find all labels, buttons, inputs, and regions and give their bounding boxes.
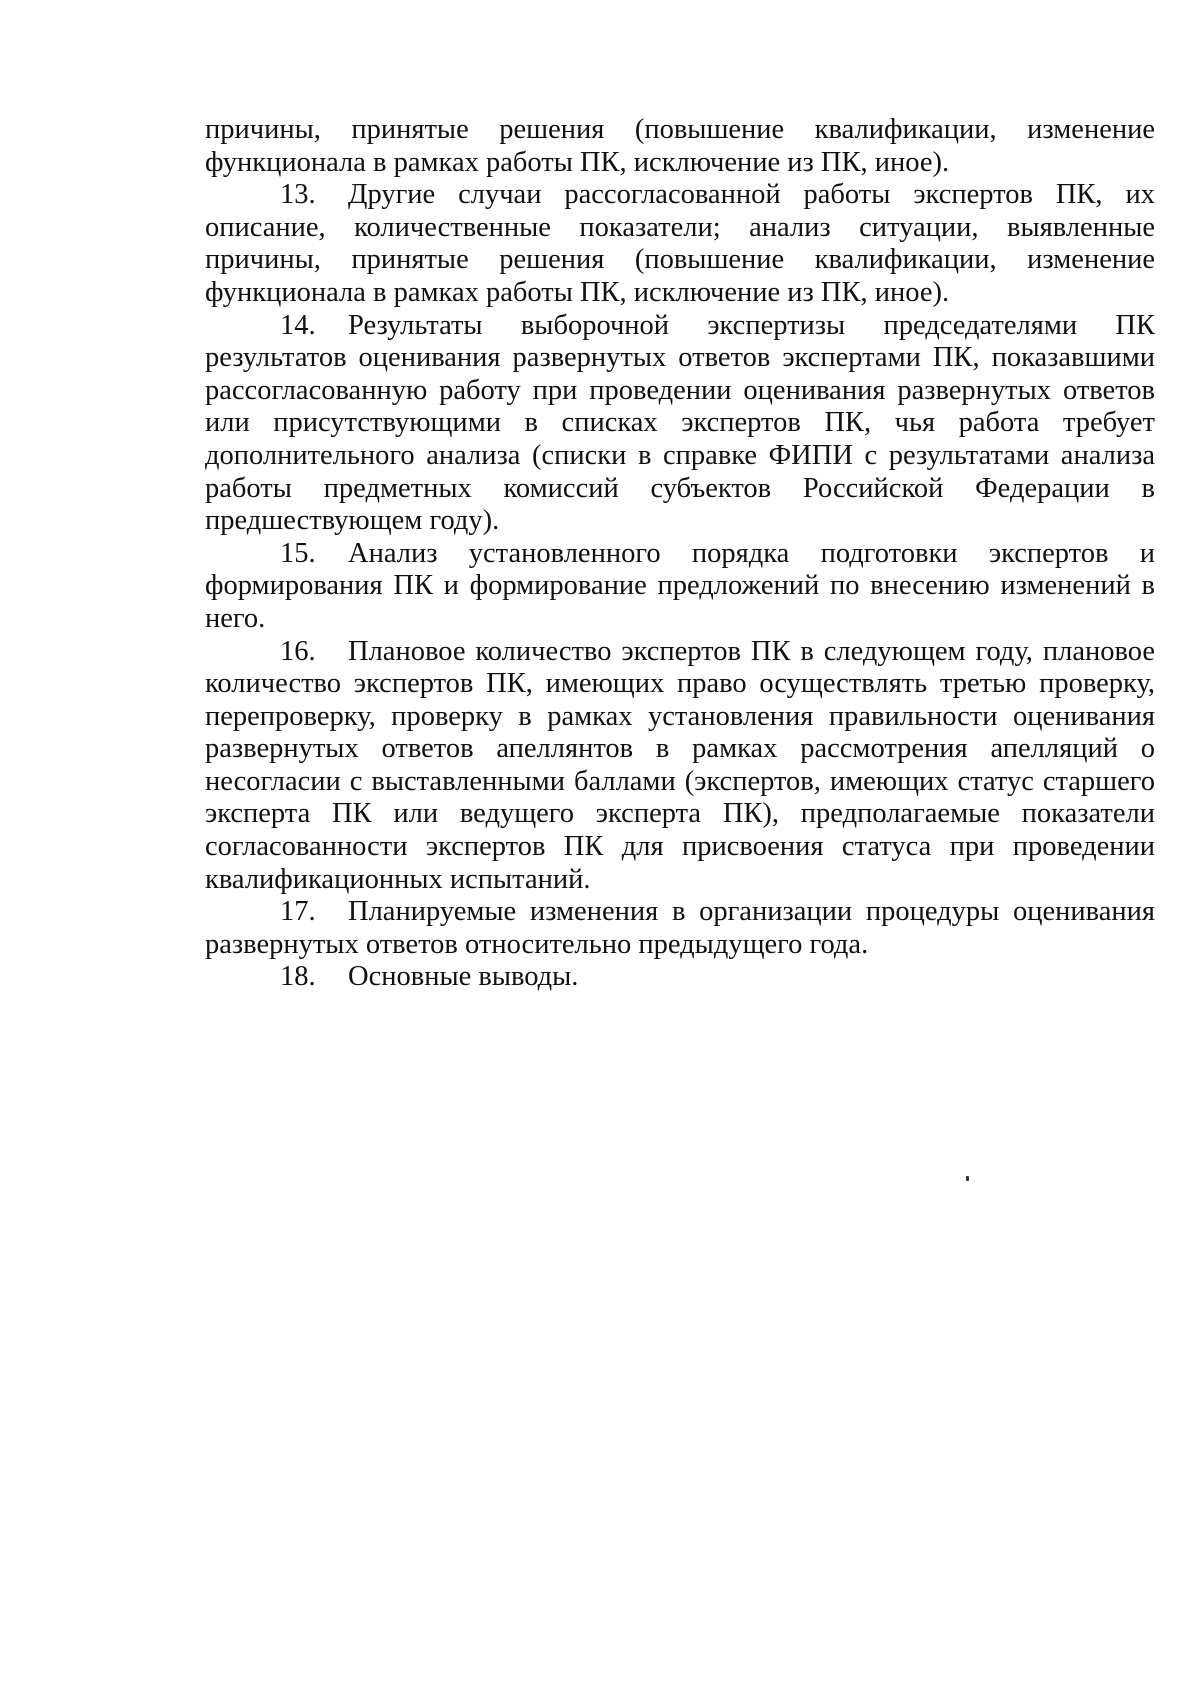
item-number: 16. <box>280 635 316 667</box>
item-number: 15. <box>280 537 316 569</box>
item-text: Основные выводы. <box>348 961 579 993</box>
item-text: Плановое количество экспертов ПК в следующем году, плановое количество экспертов ПК, имеющих право осуществлять третью проверку, перепроверку, проверку в рамках установления правильности оценивания развернутых ответов апеллянтов в рамках рассмотрения апелляций о несогласии с выставленными баллами (экспертов, имеющих статус старшего эксперта ПК или ведущего эксперта ПК), предполагаемые показатели согласованности экспертов ПК для присвоения статуса при проведении квалификационных испытаний. <box>205 635 1155 895</box>
list-item-17 <box>205 896 1155 961</box>
list-item-15 <box>205 538 1155 636</box>
list-item-16 <box>205 636 1155 897</box>
item-text: Другие случаи рассогласованной работы экспертов ПК, их описание, количественные показатели; анализ ситуации, выявленные причины, принятые решения (повышение квалификации, изменение функционала в рамках работы ПК, исключение из ПК, иное). <box>205 179 1155 308</box>
item-text: Планируемые изменения в организации процедуры оценивания развернутых ответов относительно предыдущего года. <box>205 896 1155 960</box>
list-item-14 <box>205 310 1155 538</box>
item-number: 14. <box>280 309 316 341</box>
list-item-18 <box>205 961 1155 994</box>
item-number: 17. <box>280 896 316 928</box>
item-text: Результаты выборочной экспертизы председателями ПК результатов оценивания развернутых ответов экспертами ПК, показавшими рассогласованную работу при проведении оценивания развернутых ответов или присутствующими в списках экспертов ПК, чья работа требует дополнительного анализа (списки в справке ФИПИ с результатами анализа работы предметных комиссий субъектов Российской Федерации в предшествующем году). <box>205 309 1155 537</box>
item-text: Анализ установленного порядка подготовки экспертов и формирования ПК и формирование предложений по внесению изменений в него. <box>205 537 1155 634</box>
continuation-paragraph: причины, принятые решения (повышение квалификации, изменение функционала в рамках работы ПК, исключение из ПК, иное). <box>205 114 1155 178</box>
item-number: 13. <box>280 179 316 211</box>
list-item-13 <box>205 179 1155 309</box>
scan-speck <box>966 1176 969 1181</box>
document-body <box>205 114 1155 994</box>
item-number: 18. <box>280 961 316 993</box>
